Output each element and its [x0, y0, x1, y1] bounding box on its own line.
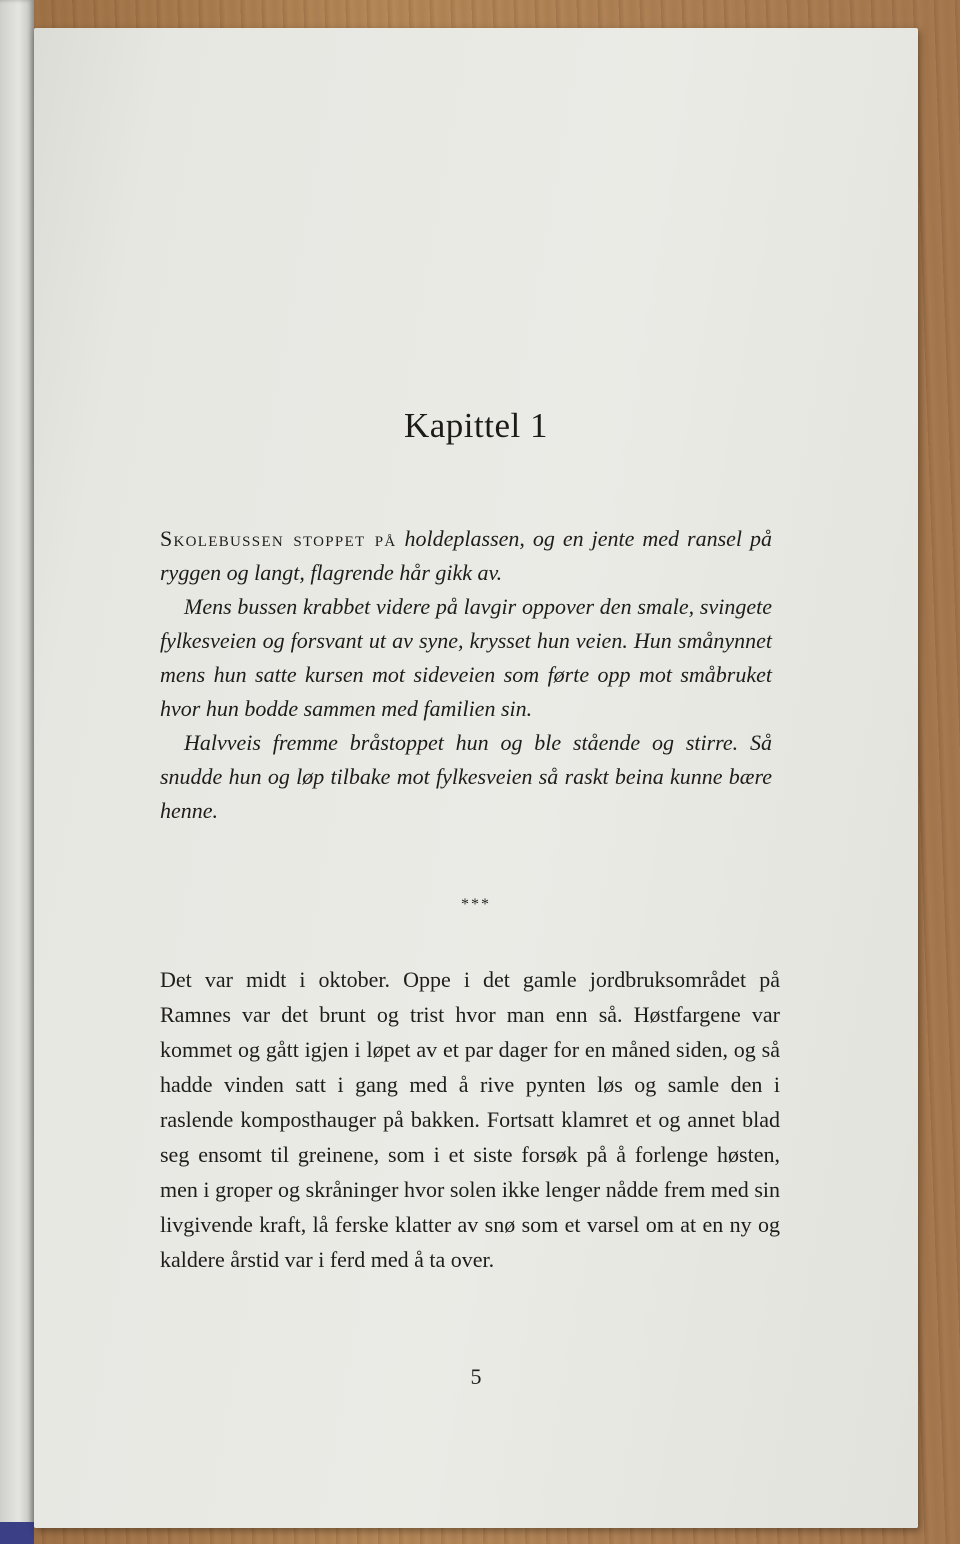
body-text: [160, 962, 780, 1277]
book-page: [34, 28, 918, 1528]
chapter-title: Kapittel 1: [404, 406, 548, 445]
section-separator: ***: [461, 896, 491, 913]
opening-paragraph-2: Mens bussen krabbet videre på lavgir oppover den smale, svingete fylkesveien og forsvant ut av syne, krysset hun veien. Hun smånynnet mens hun satte kursen mot sideveien som førte opp mot småbruket hvor hun bodde sammen med familien sin.: [160, 594, 772, 721]
opening-section: [160, 522, 772, 828]
opening-lead-rest: holdeplassen, og en jente med ransel på ryggen og langt, flagrende hår gikk av.: [160, 526, 772, 585]
opening-lead-smallcaps: Skolebussen stoppet på: [160, 526, 397, 551]
book-cover-edge: [0, 0, 34, 1544]
opening-paragraph-1: [160, 522, 772, 590]
opening-paragraph-3: Halvveis fremme bråstoppet hun og ble stående og stirre. Så snudde hun og løp tilbake mot fylkesveien så raskt beina kunne bære henne.: [160, 730, 772, 823]
body-paragraph: Det var midt i oktober. Oppe i det gamle jordbruksområdet på Ramnes var det brunt og trist hvor man enn så. Høstfargene var kommet og gått igjen i løpet av et par dager for en måned siden, og så hadde vinden satt i gang med å rive pynten løs og samle den i raslende komposthauger på bakken. Fortsatt klamret et og annet blad seg ensomt til greinene, som i et siste forsøk på å forlenge høsten, men i groper og skråninger hvor solen ikke lenger nådde frem med sin livgivende kraft, lå ferske klatter av snø som et varsel om at en ny og kaldere årstid var i ferd med å ta over.: [160, 967, 780, 1272]
page-number: 5: [470, 1364, 482, 1389]
